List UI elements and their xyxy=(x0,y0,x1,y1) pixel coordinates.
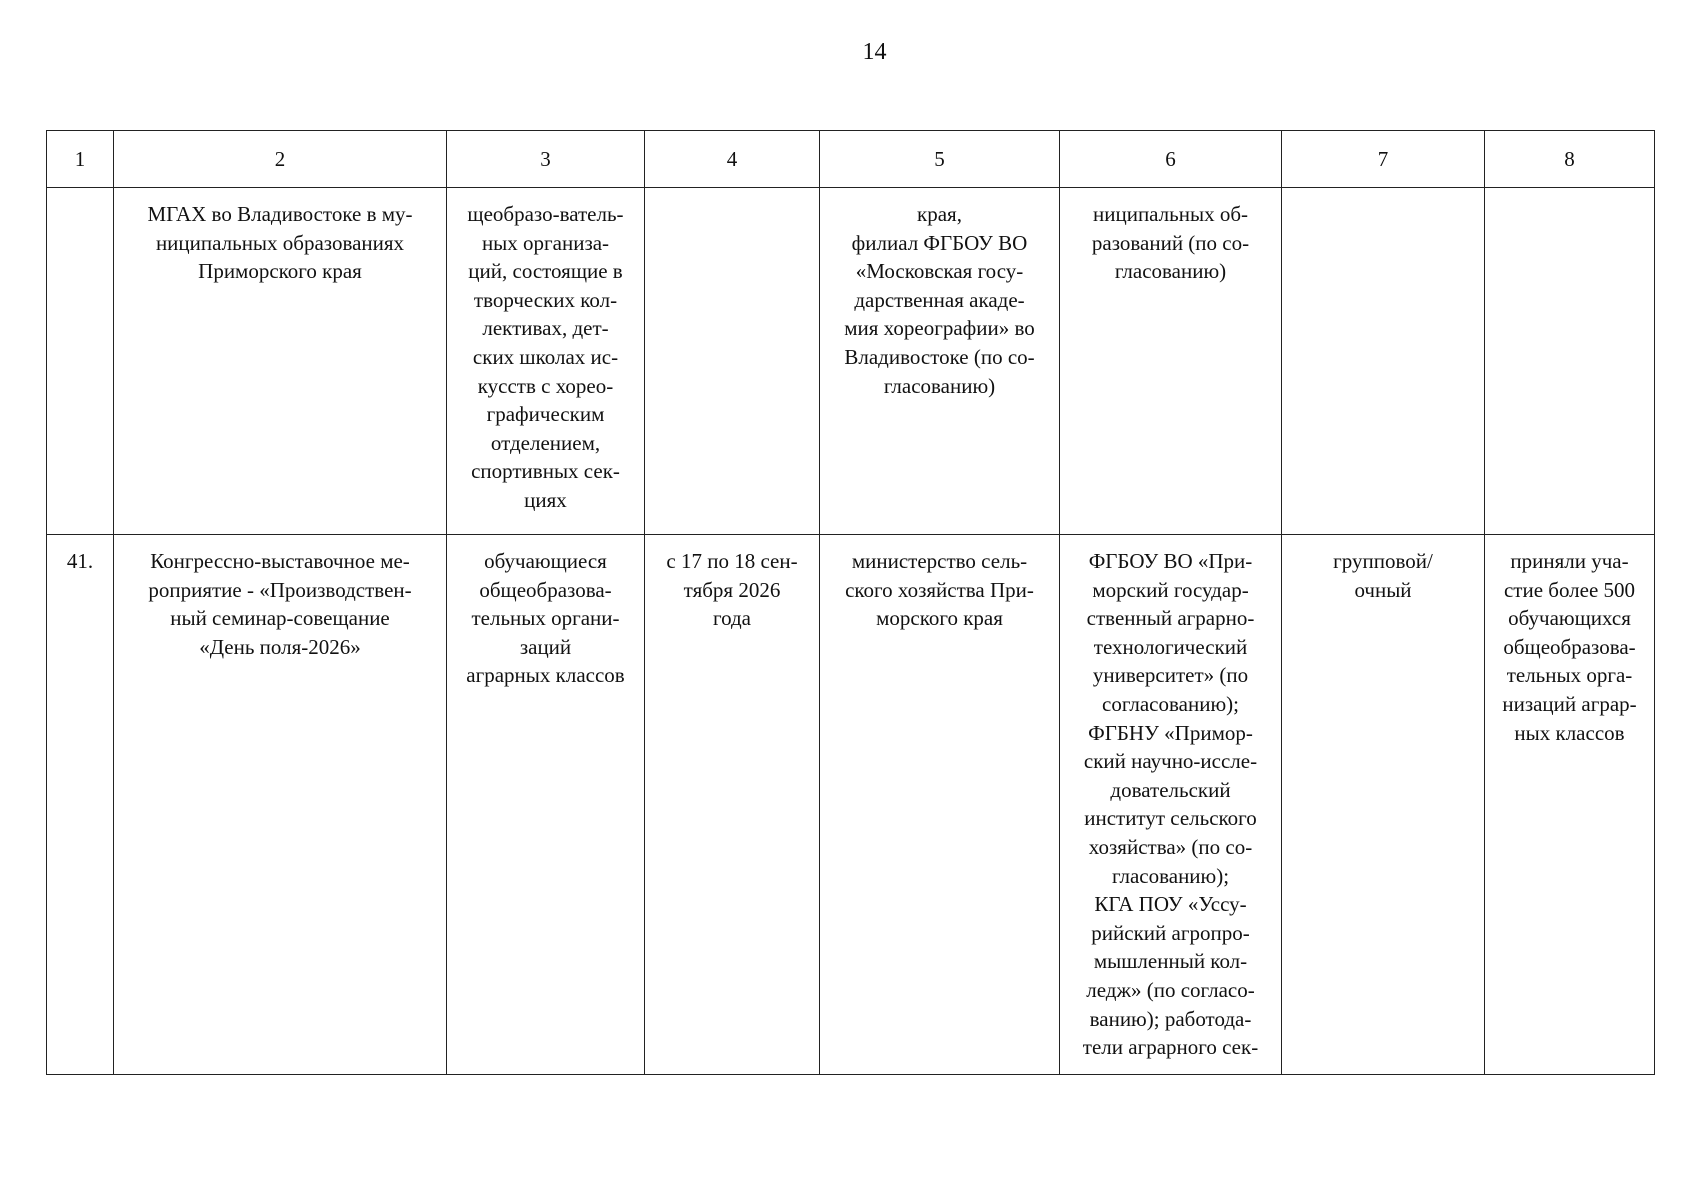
cell-text: с 17 по 18 сен- тября 2026 года xyxy=(666,549,798,631)
header-cell: 7 xyxy=(1282,131,1485,188)
row-number-cell xyxy=(47,535,114,1075)
event-name-cell xyxy=(114,535,447,1075)
header-cell: 2 xyxy=(114,131,447,188)
cell-text: приняли уча- стие более 500 обучающихся общеобразова- тельных орга- низаций аграр- ных классов xyxy=(1502,549,1637,745)
result-cell xyxy=(1485,535,1655,1075)
table-header-row xyxy=(47,131,1655,188)
row-number-cell xyxy=(47,188,114,535)
cell-text: края, филиал ФГБОУ ВО «Московская госу- дарственная акаде- мия хореографии» во Владивостоке (по со- гласованию) xyxy=(844,202,1035,398)
participants-cell xyxy=(447,188,645,535)
cell-text: 41. xyxy=(66,549,94,573)
cell-text: МГАХ во Владивостоке в му- ниципальных образованиях Приморского края xyxy=(147,202,413,284)
format-cell xyxy=(1282,535,1485,1075)
page-number: 14 xyxy=(862,39,887,65)
responsible-cell xyxy=(820,535,1060,1075)
cell-text: групповой/ очный xyxy=(1333,549,1433,602)
cell-text: ниципальных об- разований (по со- гласованию) xyxy=(1091,202,1250,284)
cell-text: министерство сель- ского хозяйства При- морского края xyxy=(845,549,1034,631)
cell-text: щеобразо-ватель- ных организа- ций, состоящие в творческих кол- лективах, дет- ских школах ис- кусств с хорео- графическим отделением, спортивных сек- циях xyxy=(467,202,624,512)
partners-cell xyxy=(1060,188,1282,535)
header-cell: 6 xyxy=(1060,131,1282,188)
result-cell xyxy=(1485,188,1655,535)
table-row xyxy=(47,188,1655,535)
header-cell: 1 xyxy=(47,131,114,188)
partners-cell xyxy=(1060,535,1282,1075)
dates-cell xyxy=(645,188,820,535)
participants-cell xyxy=(447,535,645,1075)
events-table xyxy=(46,130,1655,1075)
table-row xyxy=(47,535,1655,1075)
header-cell: 3 xyxy=(447,131,645,188)
dates-cell xyxy=(645,535,820,1075)
event-name-cell xyxy=(114,188,447,535)
header-cell: 8 xyxy=(1485,131,1655,188)
cell-text: Конгрессно-выставочное ме- роприятие - «Производствен- ный семинар-совещание «День поля-2026» xyxy=(148,549,412,659)
cell-text: обучающиеся общеобразова- тельных органи- заций аграрных классов xyxy=(466,549,625,688)
responsible-cell xyxy=(820,188,1060,535)
format-cell xyxy=(1282,188,1485,535)
cell-text: ФГБОУ ВО «При- морский государ- ственный аграрно- технологический университет» (по согласованию); ФГБНУ «Примор- ский научно-иссле- довательский институт сельского хозяйства» (по со- гласованию); КГА ПОУ «Уссу- рийский агропро- мышленный кол- ледж» (по согласо- ванию); работода- тели аграрного сек- xyxy=(1082,549,1259,1060)
header-cell: 5 xyxy=(820,131,1060,188)
header-cell: 4 xyxy=(645,131,820,188)
